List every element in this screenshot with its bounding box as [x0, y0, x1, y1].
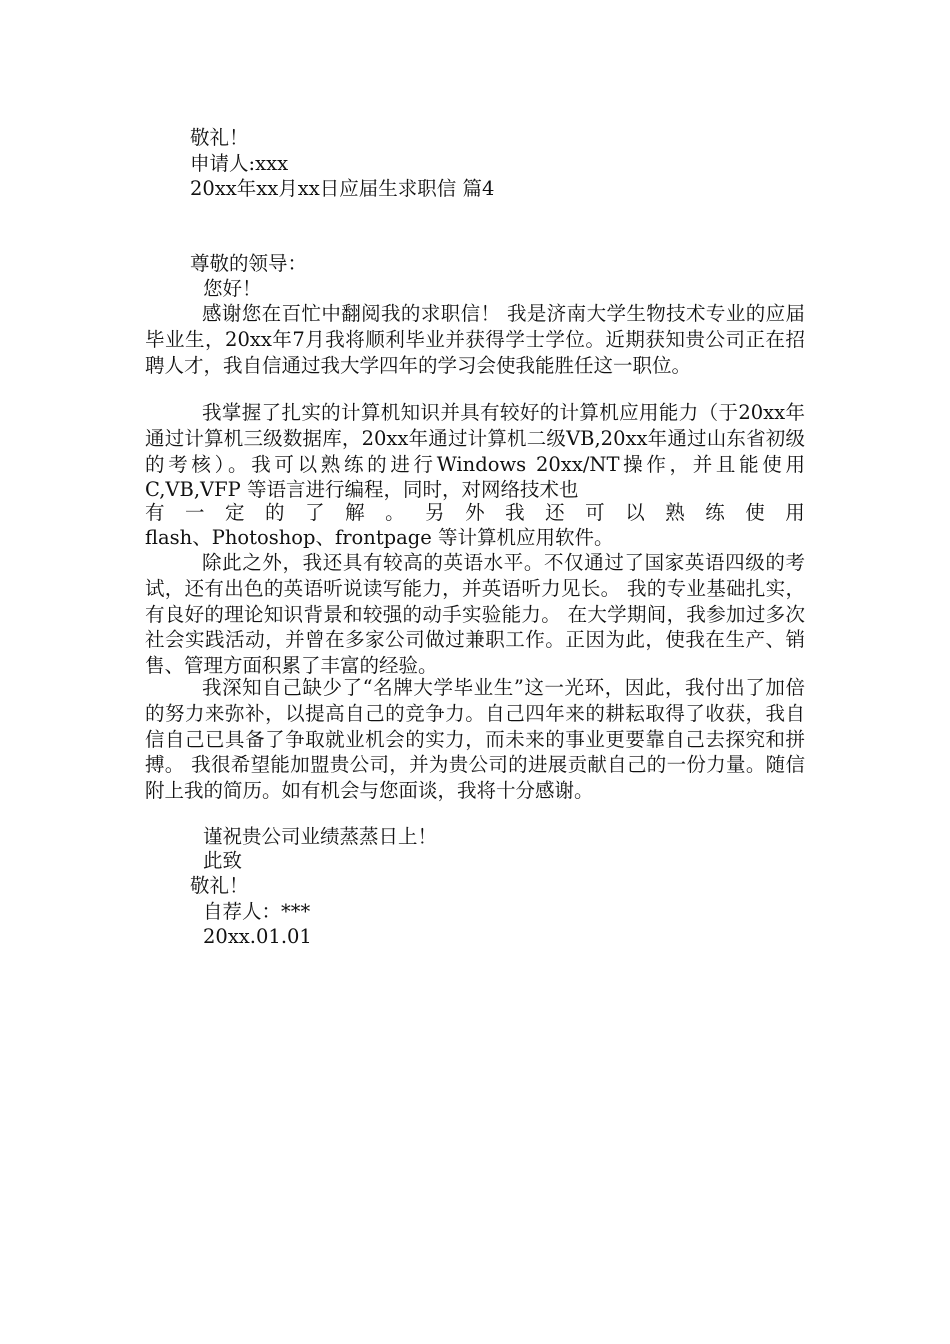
- wishes-line: 谨祝贵公司业绩蒸蒸日上！: [203, 825, 438, 848]
- applicant-signature: 申请人:xxx: [190, 152, 289, 175]
- to-this-line: 此致: [203, 849, 243, 872]
- self-recommender-signature: 自荐人：***: [203, 900, 311, 923]
- spread-char: 可: [585, 501, 605, 524]
- spread-char: 的: [265, 501, 285, 524]
- letter-date: 20xx.01.01: [203, 925, 312, 948]
- salute-line: 敬礼！: [190, 874, 249, 897]
- spread-char: 定: [225, 501, 245, 524]
- spread-char: 还: [545, 501, 565, 524]
- paragraph-english: 除此之外，我还具有较高的英语水平。不仅通过了国家英语四级的考试，还有出色的英语听说读写能力，并英语听力见长。 我的专业基础扎实，有良好的理论知识背景和较强的动手实验能力。 在大学期间，我参加过多次社会实践活动，并曾在多家公司做过兼职工作。正因为此，使我在生产、销售、管理方面积累了丰富的经验。: [145, 551, 805, 678]
- spread-char: 练: [705, 501, 725, 524]
- paragraph-intro: 感谢您在百忙中翻阅我的求职信！ 我是济南大学生物技术专业的应届毕业生，20xx年7月我将顺利毕业并获得学士学位。近期获知贵公司正在招聘人才，我自信通过我大学四年的学习会使我能胜任这一职位。: [145, 302, 805, 377]
- spread-char: 。: [385, 501, 405, 524]
- paragraph-computer-skills: 我掌握了扎实的计算机知识并具有较好的计算机应用能力（于20xx年通过计算机三级数据库，20xx年通过计算机二级VB,20xx年通过山东省初级的考核）。我可以熟练的进行Windows 20xx/NT操作，并且能使用C,VB,VFP 等语言进行编程，同时，对网络技术也: [145, 401, 805, 502]
- spread-char: 解: [345, 501, 365, 524]
- spread-char: 熟: [665, 501, 685, 524]
- spread-char: 用: [785, 501, 805, 524]
- paragraph-computer-skills-spread-line: [145, 500, 805, 526]
- greeting-hello: 您好！: [203, 277, 262, 300]
- spread-char: 使: [745, 501, 765, 524]
- greeting-recipient: 尊敬的领导：: [190, 252, 308, 275]
- spread-char: 另: [425, 501, 445, 524]
- spread-char: 外: [465, 501, 485, 524]
- spread-char: 一: [185, 501, 205, 524]
- date-and-heading: 20xx年xx月xx日应届生求职信 篇4: [190, 177, 495, 200]
- spread-char: 以: [625, 501, 645, 524]
- paragraph-computer-skills-last-line: flash、Photoshop、frontpage 等计算机应用软件。: [145, 526, 614, 549]
- spread-char: 了: [305, 501, 325, 524]
- closing-salute: 敬礼！: [190, 126, 249, 149]
- spread-line-text: [145, 500, 805, 526]
- paragraph-motivation: 我深知自己缺少了“名牌大学毕业生”这一光环，因此，我付出了加倍的努力来弥补，以提高自己的竞争力。自己四年来的耕耘取得了收获，我自信自己已具备了争取就业机会的实力，而未来的事业更要靠自己去探究和拼搏。 我很希望能加盟贵公司，并为贵公司的进展贡献自己的一份力量。随信附上我的简历。如有机会与您面谈，我将十分感谢。: [145, 676, 805, 803]
- spread-char: 我: [505, 501, 525, 524]
- spread-char: 有: [145, 501, 165, 524]
